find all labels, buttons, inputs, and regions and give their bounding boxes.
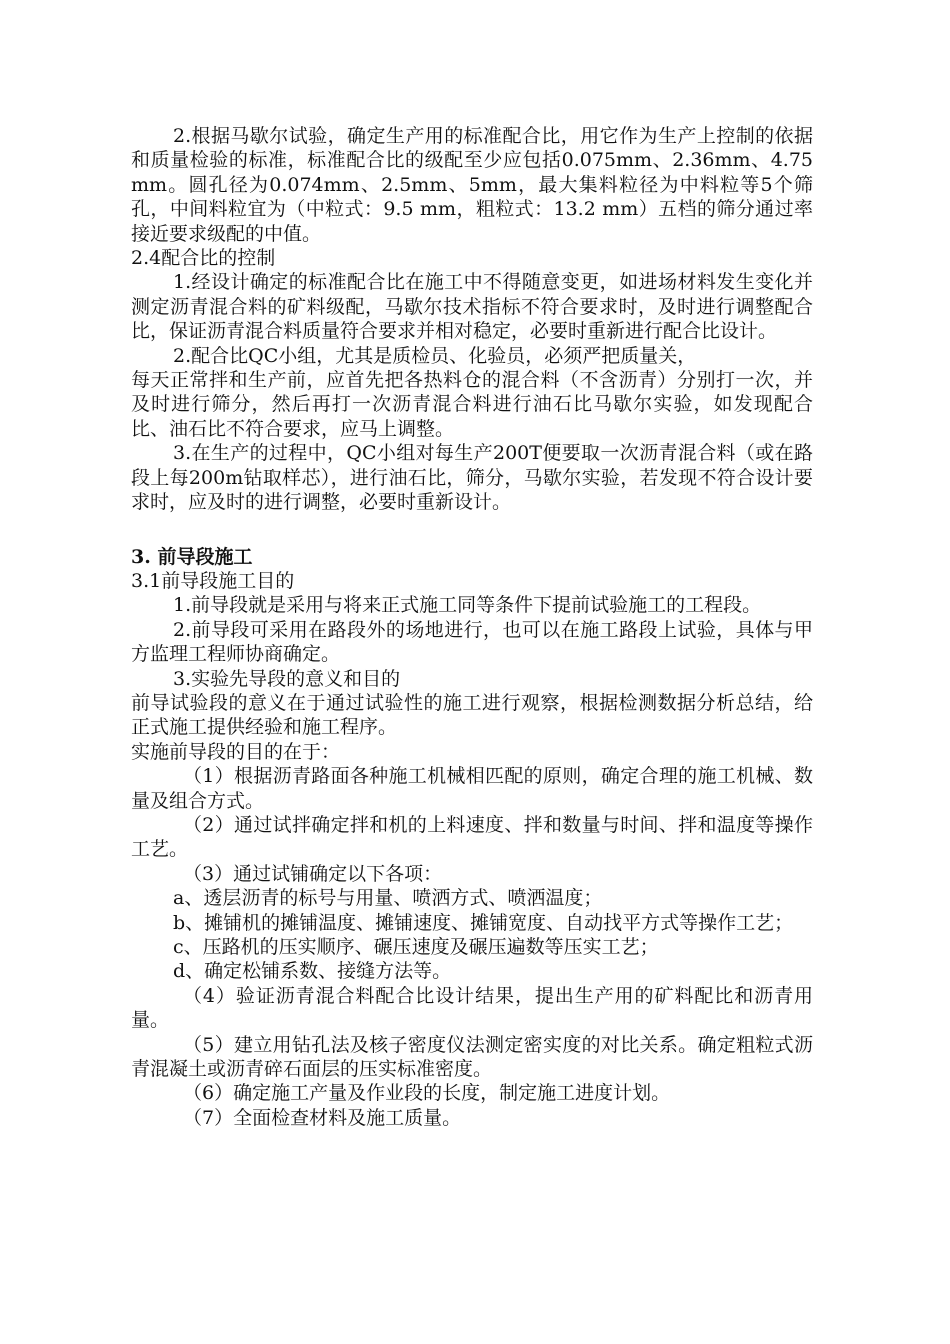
paragraph-mix-control-1: 1.经设计确定的标准配合比在施工中不得随意变更，如进场材料发生变化并测定沥青混合料的矿料级配，马歇尔技术指标不符合要求时，及时进行调整配合比，保证沥青混合料质量符合要求并相对稳定，必要时重新进行配合比设计。 [131, 271, 813, 343]
document-body [131, 124, 813, 1130]
paragraph-mix-control-2: 2.配合比QC小组，尤其是质检员、化验员，必须严把质量关， [173, 344, 697, 367]
list-item-7: （7）全面检查材料及施工质量。 [183, 1106, 462, 1129]
paragraph-mix-control-3: 3.在生产的过程中，QC小组对每生产200T便要取一次沥青混合料（或在路段上每200m钻取样芯），进行油石比，筛分，马歇尔实验，若发现不符合设计要求时，应及时的进行调整，必要时重新设计。 [131, 442, 813, 514]
section-heading-3-1: 3.1前导段施工目的 [131, 569, 295, 592]
sub-item-b: b、摊铺机的摊铺温度、摊铺速度、摊铺宽度、自动找平方式等操作工艺； [173, 911, 794, 934]
section-heading-2-4: 2.4配合比的控制 [131, 247, 276, 270]
paragraph-pilot-2: 2.前导段可采用在路段外的场地进行，也可以在施工路段上试验，具体与甲方监理工程师协商确定。 [131, 618, 813, 666]
list-item-2: （2）通过试拌确定拌和机的上料速度、拌和数量与时间、拌和温度等操作工艺。 [131, 813, 813, 861]
paragraph-mix-control-2-cont: 每天正常拌和生产前，应首先把各热料仓的混合料（不含沥青）分别打一次，并及时进行筛分，然后再打一次沥青混合料进行油石比马歇尔实验，如发现配合比、油石比不符合要求，应马上调整。 [131, 369, 813, 440]
sub-item-c: c、压路机的压实顺序、碾压速度及碾压遍数等压实工艺； [173, 936, 659, 958]
list-item-5: （5）建立用钻孔法及核子密度仪法测定密实度的对比关系。确定粗粒式沥青混凝土或沥青碎石面层的压实标准密度。 [131, 1033, 813, 1081]
sub-item-d: d、确定松铺系数、接缝方法等。 [173, 960, 452, 983]
paragraph-standard-mix: 2.根据马歇尔试验，确定生产用的标准配合比，用它作为生产上控制的依据和质量检验的标准，标准配合比的级配至少应包括0.075mm、2.36mm、4.75mm。圆孔径为0.074mm、2.5mm、5mm，最大集料粒径为中料粒等5个筛孔，中间料粒宜为（中粒式：9.5 mm，粗粒式：13.2 mm）五档的筛分通过率接近要求级配的中值。 [131, 125, 813, 245]
list-item-6: （6）确定施工产量及作业段的长度，制定施工进度计划。 [183, 1082, 671, 1105]
list-item-3: （3）通过试铺确定以下各项： [183, 862, 443, 885]
list-item-1: （1）根据沥青路面各种施工机械相匹配的原则，确定合理的施工机械、数量及组合方式。 [131, 765, 813, 812]
list-item-4: （4）验证沥青混合料配合比设计结果，提出生产用的矿料配比和沥青用量。 [131, 984, 813, 1032]
paragraph-pilot-3: 3.实验先导段的意义和目的 [173, 667, 401, 690]
paragraph-pilot-meaning: 前导试验段的意义在于通过试验性的施工进行观察，根据检测数据分析总结，给正式施工提供经验和施工程序。 [131, 691, 813, 739]
sub-item-a: a、透层沥青的标号与用量、喷洒方式、喷洒温度； [173, 887, 603, 910]
paragraph-pilot-1: 1.前导段就是采用与将来正式施工同等条件下提前试验施工的工程段。 [173, 594, 762, 617]
section-heading-3: 3. 前导段施工 [131, 545, 253, 568]
paragraph-pilot-purpose: 实施前导段的目的在于： [131, 740, 341, 763]
